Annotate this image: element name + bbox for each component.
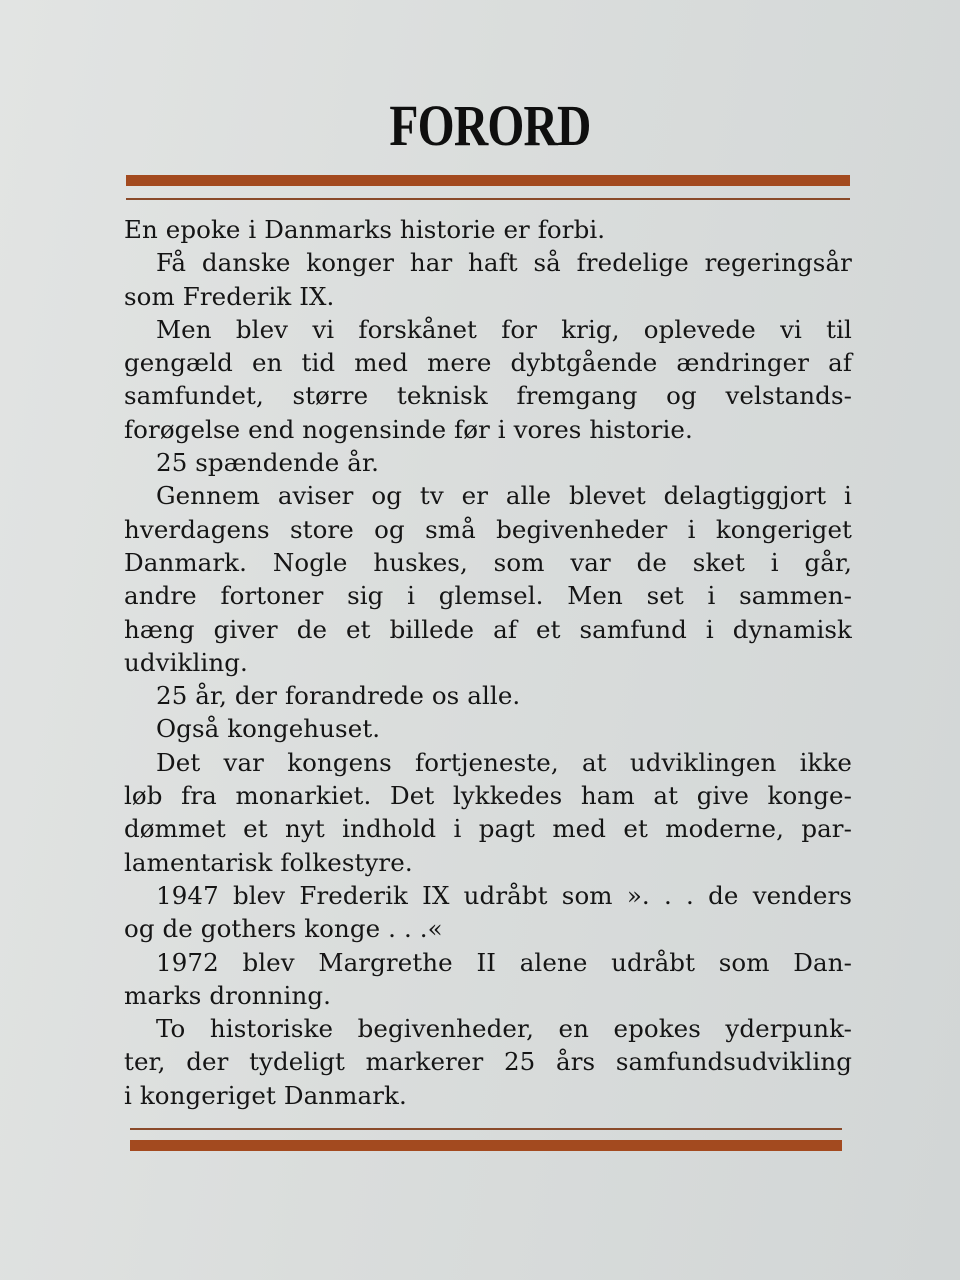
- top-thick-rule: [126, 175, 850, 186]
- bottom-thin-rule: [130, 1128, 842, 1130]
- foreword-body: [124, 213, 852, 1112]
- text-line: gengæld en tid med mere dybtgående ændringer af: [124, 348, 852, 378]
- text-line: samfundet, større teknisk fremgang og velstands-: [124, 381, 852, 411]
- text-line: dømmet et nyt indhold i pagt med et moderne, par-: [124, 814, 852, 844]
- text-line: To historiske begivenheder, en epokes yderpunk-: [156, 1014, 852, 1044]
- text-line: i kongeriget Danmark.: [124, 1080, 407, 1110]
- text-line: udvikling.: [124, 647, 248, 677]
- text-line: løb fra monarkiet. Det lykkedes ham at give konge-: [124, 781, 852, 811]
- text-line: 1972 blev Margrethe II alene udråbt som Dan-: [156, 947, 852, 977]
- text-line: forøgelse end nogensinde før i vores historie.: [124, 414, 693, 444]
- text-line: og de gothers konge . . .«: [124, 914, 443, 944]
- text-line: 25 år, der forandrede os alle.: [156, 681, 521, 711]
- text-line: som Frederik IX.: [124, 281, 335, 311]
- text-line: Gennem aviser og tv er alle blevet delagtiggjort i: [156, 481, 852, 511]
- text-line: lamentarisk folkestyre.: [124, 847, 413, 877]
- text-line: Danmark. Nogle huskes, som var de sket i går,: [124, 547, 852, 577]
- text-line: Også kongehuset.: [156, 714, 381, 744]
- text-line: hæng giver de et billede af et samfund i dynamisk: [124, 614, 852, 644]
- text-line: 1947 blev Frederik IX udråbt som ». . . de venders: [156, 880, 852, 910]
- text-line: Få danske konger har haft så fredelige regeringsår: [156, 248, 852, 278]
- text-line: marks dronning.: [124, 980, 332, 1010]
- text-line: 25 spændende år.: [156, 448, 379, 478]
- text-line: ter, der tydeligt markerer 25 års samfundsudvikling: [124, 1047, 852, 1077]
- bottom-thick-rule: [130, 1140, 842, 1151]
- text-line: Men blev vi forskånet for krig, oplevede vi til: [156, 314, 852, 344]
- text-line: Det var kongens fortjeneste, at udviklingen ikke: [156, 747, 852, 777]
- page-title: FORORD: [389, 93, 591, 158]
- text-line: En epoke i Danmarks historie er forbi.: [124, 215, 606, 244]
- text-line: andre fortoner sig i glemsel. Men set i sammen-: [124, 581, 852, 611]
- text-line: hverdagens store og små begivenheder i kongeriget: [124, 514, 852, 544]
- top-thin-rule: [126, 198, 850, 200]
